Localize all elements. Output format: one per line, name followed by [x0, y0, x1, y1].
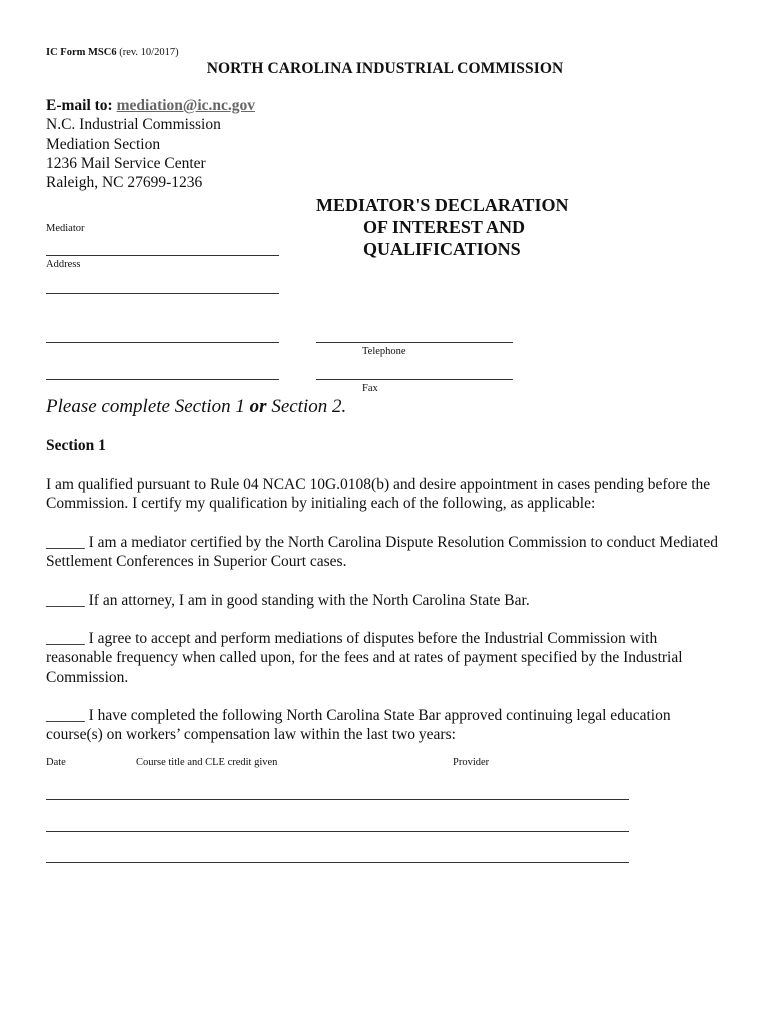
address-line-3: 1236 Mail Service Center — [46, 154, 206, 172]
mediator-field[interactable] — [46, 255, 279, 256]
document-title — [316, 194, 569, 260]
address-line-4: Raleigh, NC 27699-1236 — [46, 174, 203, 192]
section-1-intro: I am qualified pursuant to Rule 04 NCAC 10G.0108(b) and desire appointment in cases pending before the Commission. I certify my qualification by initialing each of the following, as applicable: — [46, 476, 711, 513]
cle-col-course: Course title and CLE credit given — [136, 757, 278, 768]
address-label: Address — [46, 259, 81, 270]
address-field-3[interactable] — [46, 379, 279, 380]
cle-col-date: Date — [46, 757, 66, 768]
form-number: IC Form MSC6 — [46, 47, 117, 58]
qualification-item-attorney: _____ If an attorney, I am in good standing with the North Carolina State Bar. — [46, 592, 530, 609]
instructions-part-1: Please complete Section 1 — [46, 396, 250, 417]
mediator-label: Mediator — [46, 223, 85, 234]
cle-row-3[interactable] — [46, 862, 629, 863]
telephone-label: Telephone — [362, 346, 406, 357]
qualification-item-certified: _____ I am a mediator certified by the North Carolina Dispute Resolution Commission to conduct Mediated Settlement Conferences in Superior Court cases. — [46, 534, 718, 571]
form-id — [46, 47, 179, 58]
section-1-heading: Section 1 — [46, 437, 106, 454]
title-line-3: QUALIFICATIONS — [363, 239, 521, 259]
cle-col-provider: Provider — [453, 757, 490, 768]
mailing-address — [46, 96, 255, 192]
title-line-2: OF INTEREST AND — [363, 217, 526, 237]
cle-row-1[interactable] — [46, 799, 629, 800]
qualification-item-cle: _____ I have completed the following North Carolina State Bar approved continuing legal education course(s) on workers’ compensation law within the last two years: — [46, 707, 671, 744]
fax-label: Fax — [362, 383, 378, 394]
agency-title: NORTH CAROLINA INDUSTRIAL COMMISSION — [206, 60, 564, 77]
cle-row-2[interactable] — [46, 831, 629, 832]
form-revision: (rev. 10/2017) — [119, 47, 179, 58]
fax-field[interactable] — [316, 379, 513, 380]
instructions-part-3: Section 2. — [266, 396, 347, 417]
email-label: E-mail to: — [46, 97, 113, 114]
email-link[interactable]: mediation@ic.nc.gov — [116, 97, 256, 114]
address-line-2: Mediation Section — [46, 135, 161, 153]
instructions — [46, 396, 346, 418]
address-field-2[interactable] — [46, 342, 279, 343]
email-line — [46, 96, 255, 115]
address-field-1[interactable] — [46, 293, 279, 294]
address-line-1: N.C. Industrial Commission — [46, 116, 221, 134]
telephone-field[interactable] — [316, 342, 513, 343]
title-line-1: MEDIATOR'S DECLARATION — [316, 195, 569, 215]
instructions-or: or — [249, 396, 267, 417]
qualification-item-accept: _____ I agree to accept and perform mediations of disputes before the Industrial Commission with reasonable frequency when called upon, for the fees and at rates of payment specified by the Industrial Commission. — [46, 630, 683, 686]
